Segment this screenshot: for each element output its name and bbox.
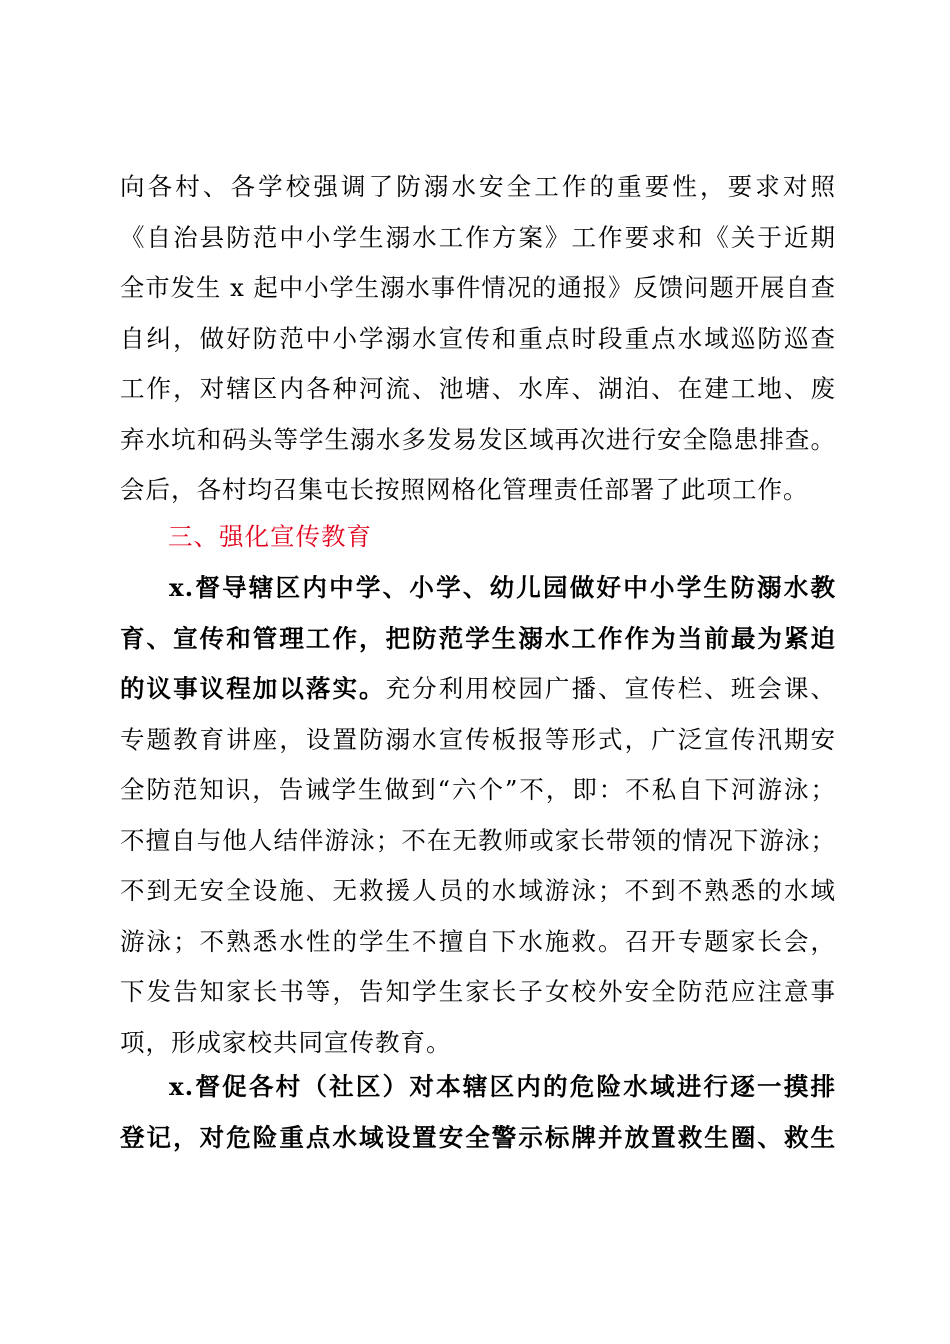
paragraph-2-line: 育、宣传和管理工作，把防范学生溺水工作作为当前最为紧迫 — [120, 623, 836, 653]
paragraph-1-line: 《自治县防范中小学生溺水工作方案》工作要求和《关于近期 — [120, 222, 836, 252]
paragraph-1-line: 弃水坑和码头等学生溺水多发易发区域再次进行安全隐患排查。 — [120, 424, 836, 454]
paragraph-1-line: 会后，各村均召集屯长按照网格化管理责任部署了此项工作。 — [120, 475, 809, 504]
paragraph-2-line: 专题教育讲座，设置防溺水宣传板报等形式，广泛宣传汛期安 — [120, 724, 836, 754]
paragraph-1 — [120, 162, 836, 516]
paragraph-3-line: x.督促各村（社区）对本辖区内的危险水域进行逐一摸排 — [169, 1072, 836, 1101]
paragraph-2-line: 不到无安全设施、无救援人员的水域游泳；不到不熟悉的水域 — [120, 876, 836, 905]
paragraph-1-line: 向各村、各学校强调了防溺水安全工作的重要性，要求对照 — [120, 172, 836, 201]
paragraph-3-line: 登记，对危险重点水域设置安全警示标牌并放置救生圈、救生 — [120, 1122, 836, 1152]
paragraph-3 — [120, 1062, 836, 1163]
paragraph-2-line — [120, 664, 836, 715]
paragraph-1-line: 自纠，做好防范中小学溺水宣传和重点时段重点水域巡防巡查 — [120, 323, 836, 353]
paragraph-2-line: 下发告知家长书等，告知学生家长子女校外安全防范应注意事 — [120, 977, 836, 1006]
section-heading: 三、强化宣传教育 — [168, 522, 372, 551]
paragraph-2-line: 游泳；不熟悉水性的学生不擅自下水施救。召开专题家长会， — [120, 926, 836, 956]
paragraph-1-line: 工作，对辖区内各种河流、池塘、水库、湖泊、在建工地、废 — [120, 374, 836, 403]
paragraph-2-line: x.督导辖区内中学、小学、幼儿园做好中小学生防溺水教 — [169, 573, 836, 602]
paragraph-2 — [120, 563, 836, 1068]
paragraph-2-line: 项，形成家校共同宣传教育。 — [120, 1027, 452, 1057]
paragraph-2-line-rest: 充分利用校园广播、宣传栏、班会课、 — [385, 674, 836, 703]
paragraph-1-line: 全市发生 x 起中小学生溺水事件情况的通报》反馈问题开展自查 — [120, 273, 836, 302]
paragraph-2-bold-lead: 的议事议程加以落实。 — [120, 674, 386, 703]
paragraph-2-line: 不擅自与他人结伴游泳；不在无教师或家长带领的情况下游泳； — [120, 825, 836, 855]
paragraph-2-line: 全防范知识，告诫学生做到“六个”不，即：不私自下河游泳； — [120, 775, 836, 804]
